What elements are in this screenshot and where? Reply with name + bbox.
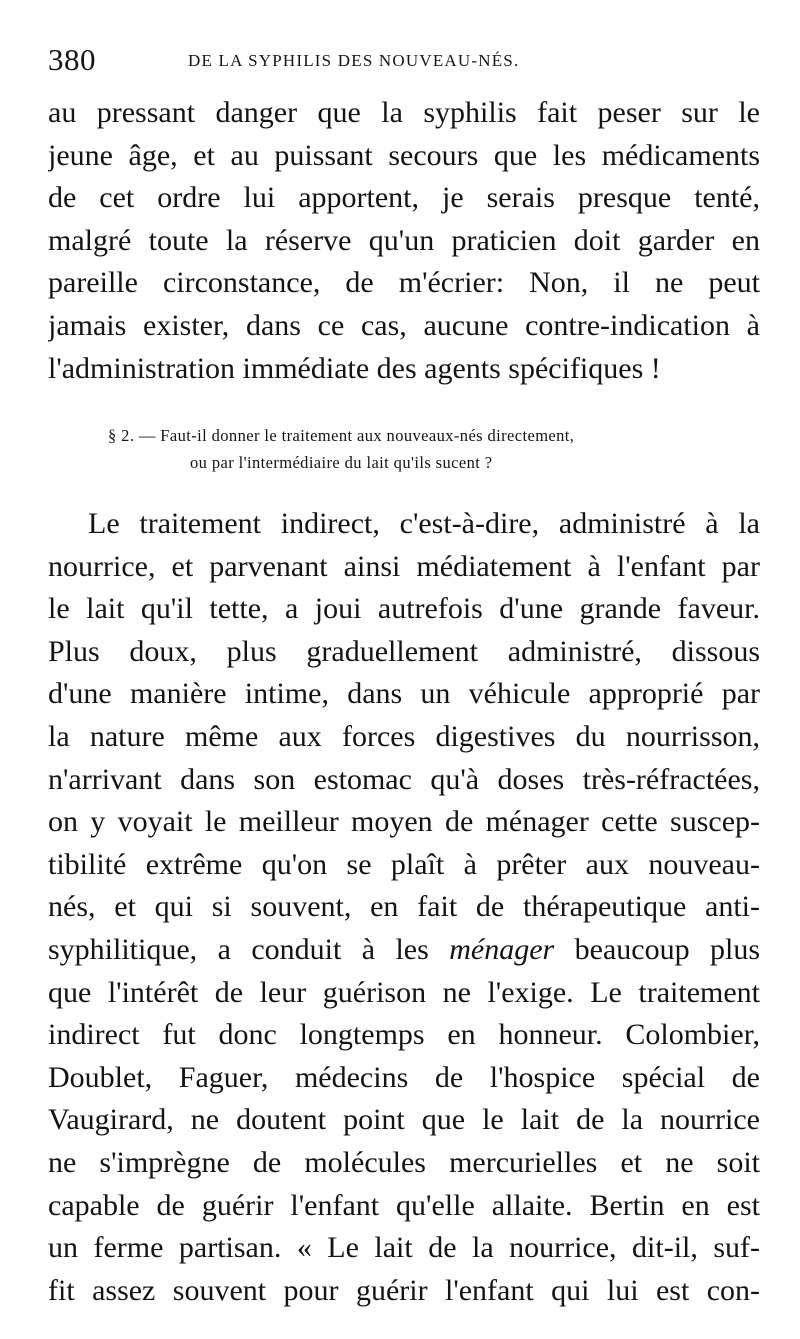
text-line: d'une manière intime, dans un véhicule approprié par: [48, 677, 760, 711]
section-heading-line: § 2. — Faut-il donner le traitement aux nouveaux-nés directement,: [108, 426, 575, 445]
text-line: l'administration immédiate des agents spécifiques !: [48, 351, 661, 385]
text-line: Le traitement indirect, c'est-à-dire, administré à la: [88, 507, 760, 540]
paragraph-continued: [48, 92, 760, 390]
text-line: [48, 929, 760, 972]
paragraph: [48, 503, 760, 1312]
text-segment: syphilitique, a conduit à les: [48, 932, 450, 966]
text-line: n'arrivant dans son estomac qu'à doses très-réfractées,: [48, 762, 760, 796]
text-segment: beaucoup plus: [554, 932, 760, 966]
page-number: 380: [48, 42, 96, 77]
page-header: [48, 40, 768, 80]
running-head: DE LA SYPHILIS DES NOUVEAU-NÉS.: [188, 51, 520, 70]
text-line: nés, et qui si souvent, en fait de thérapeutique anti-: [48, 890, 760, 924]
text-line: tibilité extrême qu'on se plaît à prêter aux nouveau-: [48, 847, 760, 881]
text-line: jeune âge, et au puissant secours que les médicaments: [48, 138, 760, 172]
text-line: Vaugirard, ne doutent point que le lait de la nourrice: [48, 1103, 760, 1137]
text-line: au pressant danger que la syphilis fait peser sur le: [48, 96, 760, 129]
text-line: ne s'imprègne de molécules mercurielles et ne soit: [48, 1145, 760, 1179]
italic-word: ménager: [449, 932, 555, 966]
text-line: un ferme partisan. « Le lait de la nourrice, dit-il, suf-: [48, 1231, 760, 1265]
text-line: la nature même aux forces digestives du nourrisson,: [48, 719, 760, 753]
text-line: pareille circonstance, de m'écrier: Non, il ne peut: [48, 266, 760, 300]
text-line: le lait qu'il tette, a joui autrefois d'une grande faveur.: [48, 592, 760, 626]
section-heading-line: ou par l'intermédiaire du lait qu'ils sucent ?: [190, 453, 493, 472]
text-line: capable de guérir l'enfant qu'elle allaite. Bertin en est: [48, 1188, 760, 1222]
text-line: indirect fut donc longtemps en honneur. Colombier,: [48, 1018, 760, 1052]
text-line: malgré toute la réserve qu'un praticien doit garder en: [48, 223, 760, 257]
text-line: Plus doux, plus graduellement administré, dissous: [48, 634, 760, 668]
text-line: fit assez souvent pour guérir l'enfant qui lui est con-: [48, 1273, 760, 1307]
section-heading: [48, 422, 760, 476]
text-line: on y voyait le meilleur moyen de ménager cette suscep-: [48, 805, 760, 839]
text-line: que l'intérêt de leur guérison ne l'exige. Le traitement: [48, 975, 760, 1009]
text-line: de cet ordre lui apportent, je serais presque tenté,: [48, 181, 760, 215]
text-line: jamais exister, dans ce cas, aucune contre-indication à: [48, 308, 760, 342]
text-line: nourrice, et parvenant ainsi médiatement à l'enfant par: [48, 549, 760, 583]
text-line: Doublet, Faguer, médecins de l'hospice spécial de: [48, 1060, 760, 1094]
